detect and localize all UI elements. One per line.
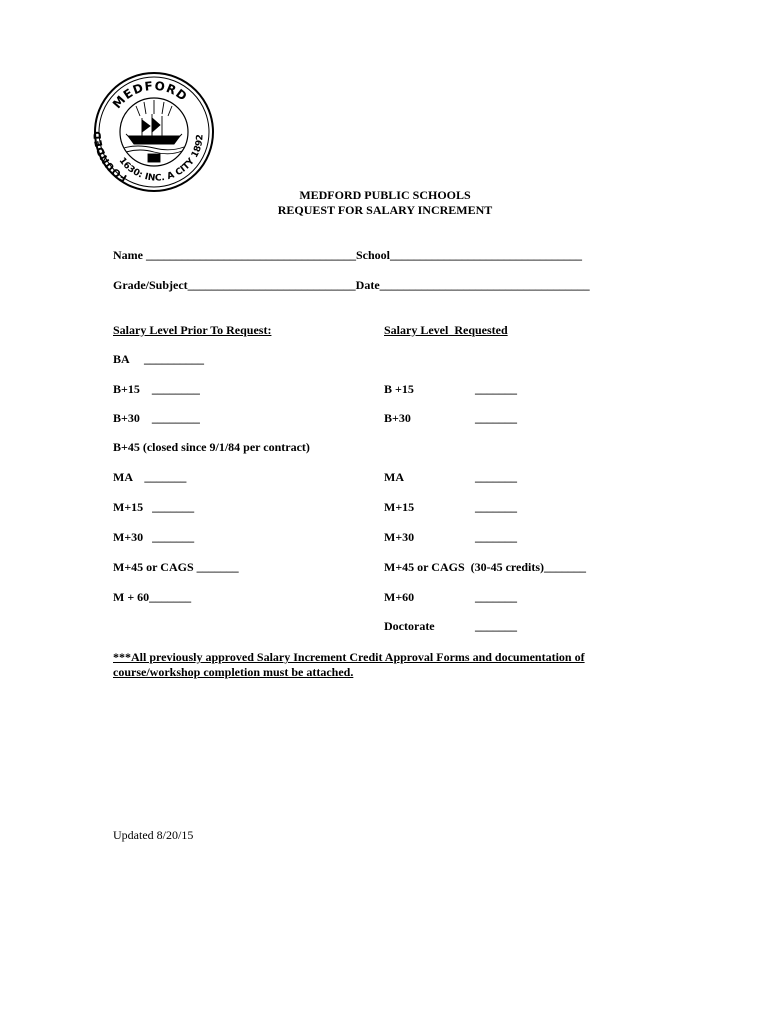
requested-m30-label: M+30 <box>384 530 415 544</box>
prior-b30[interactable]: B+30 ________ <box>113 411 200 425</box>
prior-m45[interactable]: M+45 or CAGS _______ <box>113 560 239 574</box>
requested-m15-label: M+15 <box>384 500 415 514</box>
name-school-field[interactable]: Name ___________________________________School________________________________ <box>113 248 582 262</box>
requested-m30-blank[interactable]: _______ <box>475 530 517 544</box>
requested-b15-blank[interactable]: _______ <box>475 382 517 396</box>
requested-ma-label: MA <box>384 470 404 484</box>
requested-b30-label: B+30 <box>384 411 411 425</box>
prior-m30[interactable]: M+30 _______ <box>113 530 195 544</box>
prior-ma[interactable]: MA _______ <box>113 470 187 484</box>
ship-emblem <box>124 100 184 162</box>
medford-city-seal <box>92 70 217 195</box>
prior-m15[interactable]: M+15 _______ <box>113 500 195 514</box>
requested-m60-label: M+60 <box>384 590 415 604</box>
requested-b30-blank[interactable]: _______ <box>475 411 517 425</box>
requested-doctorate-label: Doctorate <box>384 619 435 633</box>
prior-heading: Salary Level Prior To Request: <box>113 323 272 337</box>
header-line1: MEDFORD PUBLIC SCHOOLS <box>299 188 471 202</box>
requested-m45-label[interactable]: M+45 or CAGS (30-45 credits)_______ <box>384 560 587 574</box>
requested-doctorate-blank[interactable]: _______ <box>475 619 517 633</box>
seal-bottom-text: 1630: INC. A CITY 1892 <box>116 133 206 184</box>
prior-b45: B+45 (closed since 9/1/84 per contract) <box>113 440 310 454</box>
attachment-note: ***All previously approved Salary Increment Credit Approval Forms and documentation of course/workshop completion must be attached. <box>113 650 585 679</box>
prior-m60[interactable]: M + 60_______ <box>113 590 192 604</box>
requested-m15-blank[interactable]: _______ <box>475 500 517 514</box>
seal-top-text: MEDFORD <box>109 78 191 112</box>
prior-ba[interactable]: BA __________ <box>113 352 205 366</box>
requested-b15-label: B +15 <box>384 382 414 396</box>
requested-heading: Salary Level Requested <box>384 323 508 337</box>
header-line2: REQUEST FOR SALARY INCREMENT <box>277 203 493 217</box>
requested-ma-blank[interactable]: _______ <box>475 470 517 484</box>
requested-m60-blank[interactable]: _______ <box>475 590 517 604</box>
seal-left-text: FOUNDED <box>92 130 130 184</box>
prior-b15[interactable]: B+15 ________ <box>113 382 200 396</box>
updated-date: Updated 8/20/15 <box>113 828 194 842</box>
grade-date-field[interactable]: Grade/Subject____________________________Date___________________________________ <box>113 278 590 292</box>
